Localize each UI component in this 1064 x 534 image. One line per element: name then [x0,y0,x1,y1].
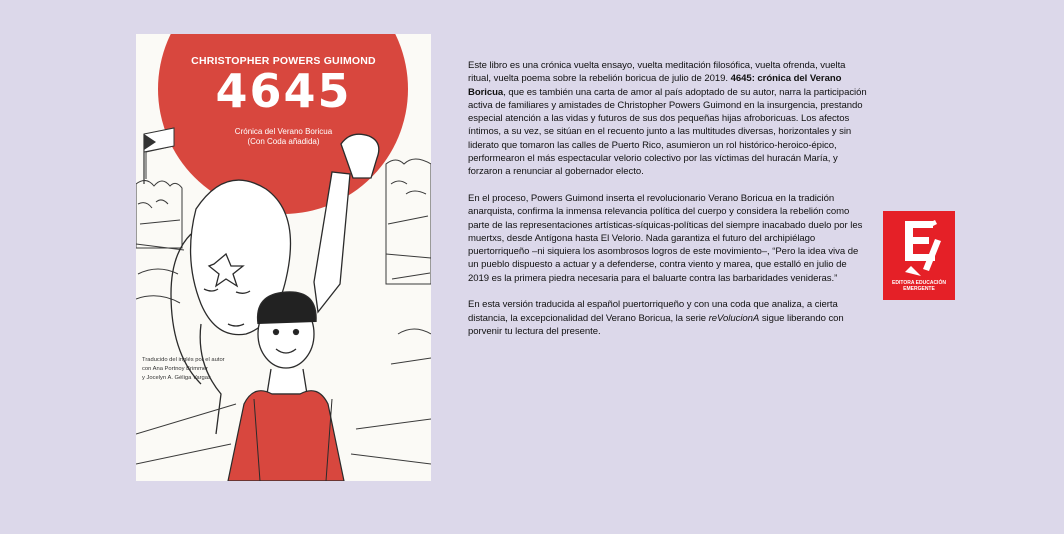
description-text: , que es también una carta de amor al país adoptado de su autor, narra la participación activa de familiares y amistades de Christopher Powers Guimond en la insurgencia, prestando especial atención a las vidas y futuros de sus dos pequeñas hijas afroboricuas. Los afectos íntimos, a su vez, se sitúan en el recuento junto a las multitudes diversas, horizontales y sin liderato que tomaron las calles de Puerto Rico, asumieron un rol histórico-heroico-épico, performearon el más espectacular velorio colectivo por las víctimas del huracán María, y forzaron a renunciar al gobernador electo. [468,86,867,178]
publisher-name [883,280,955,292]
cover-credits [142,356,252,383]
description-paragraph-3 [468,298,868,338]
book-title-bold: 4645: crónica del Verano Boricua [468,73,842,98]
description-paragraph-2: En el proceso, Powers Guimond inserta el revolucionario Verano Boricua en la tradición anarquista, confirma la inmensa relevancia política del cuerpo y considera la rebelión como parte de las representaciones artísticas-síquicas-políticas del siempre inacabado duelo por les muertxs, desde Antígona hasta El Velorio. Nada garantiza el futuro del archipiélago puertorriqueño –ni siquiera los asombrosos logros de este movimiento–, “Pero la idea viva de un pueblo dispuesto a actuar y a defenderse, contra viento y marea, que estalló en julio de 2019 es la primera piedra necesaria para el baluarte contra las barbaridades venideras.” [468,192,863,284]
credits-line: con Ana Portnoy Brimmer [142,366,209,372]
cover-subtitle [136,127,431,147]
crowd-right-sketch [386,159,431,364]
description-text: En esta versión traducida al español puertorriqueño y con una coda que analiza, a cierta distancia, la excepcionalidad del Verano Boricua, la serie [468,299,838,324]
book-description [468,59,868,352]
credits-line: Traducido del inglés por el autor [142,357,225,363]
publisher-name-line: EMERGENTE [903,286,935,292]
publisher-name-line: EDITORA EDUCACIÓN [892,280,946,286]
credits-line: y Jocelyn A. Géliga Vargas [142,375,211,381]
publisher-logo [883,211,955,300]
girl-sketch [258,292,317,394]
cover-subtitle-line: (Con Coda añadida) [247,137,320,146]
description-paragraph-1 [468,59,868,179]
description-text: sigue liberando con porvenir tu lectura del presente. [468,312,844,337]
cover-title: 4645 [215,64,352,118]
cover-subtitle-line: Crónica del Verano Boricua [234,127,333,136]
book-cover [136,34,431,481]
description-text: Este libro es una crónica vuelta ensayo, vuelta meditación filosófica, vuelta ofrenda, vuelta ritual, vuelta poema sobre la rebelión boricua de julio de 2019. [468,60,846,85]
cover-author: CHRISTOPHER POWERS GUIMOND [191,55,376,67]
series-name-italic: reVolucionA [708,312,760,324]
